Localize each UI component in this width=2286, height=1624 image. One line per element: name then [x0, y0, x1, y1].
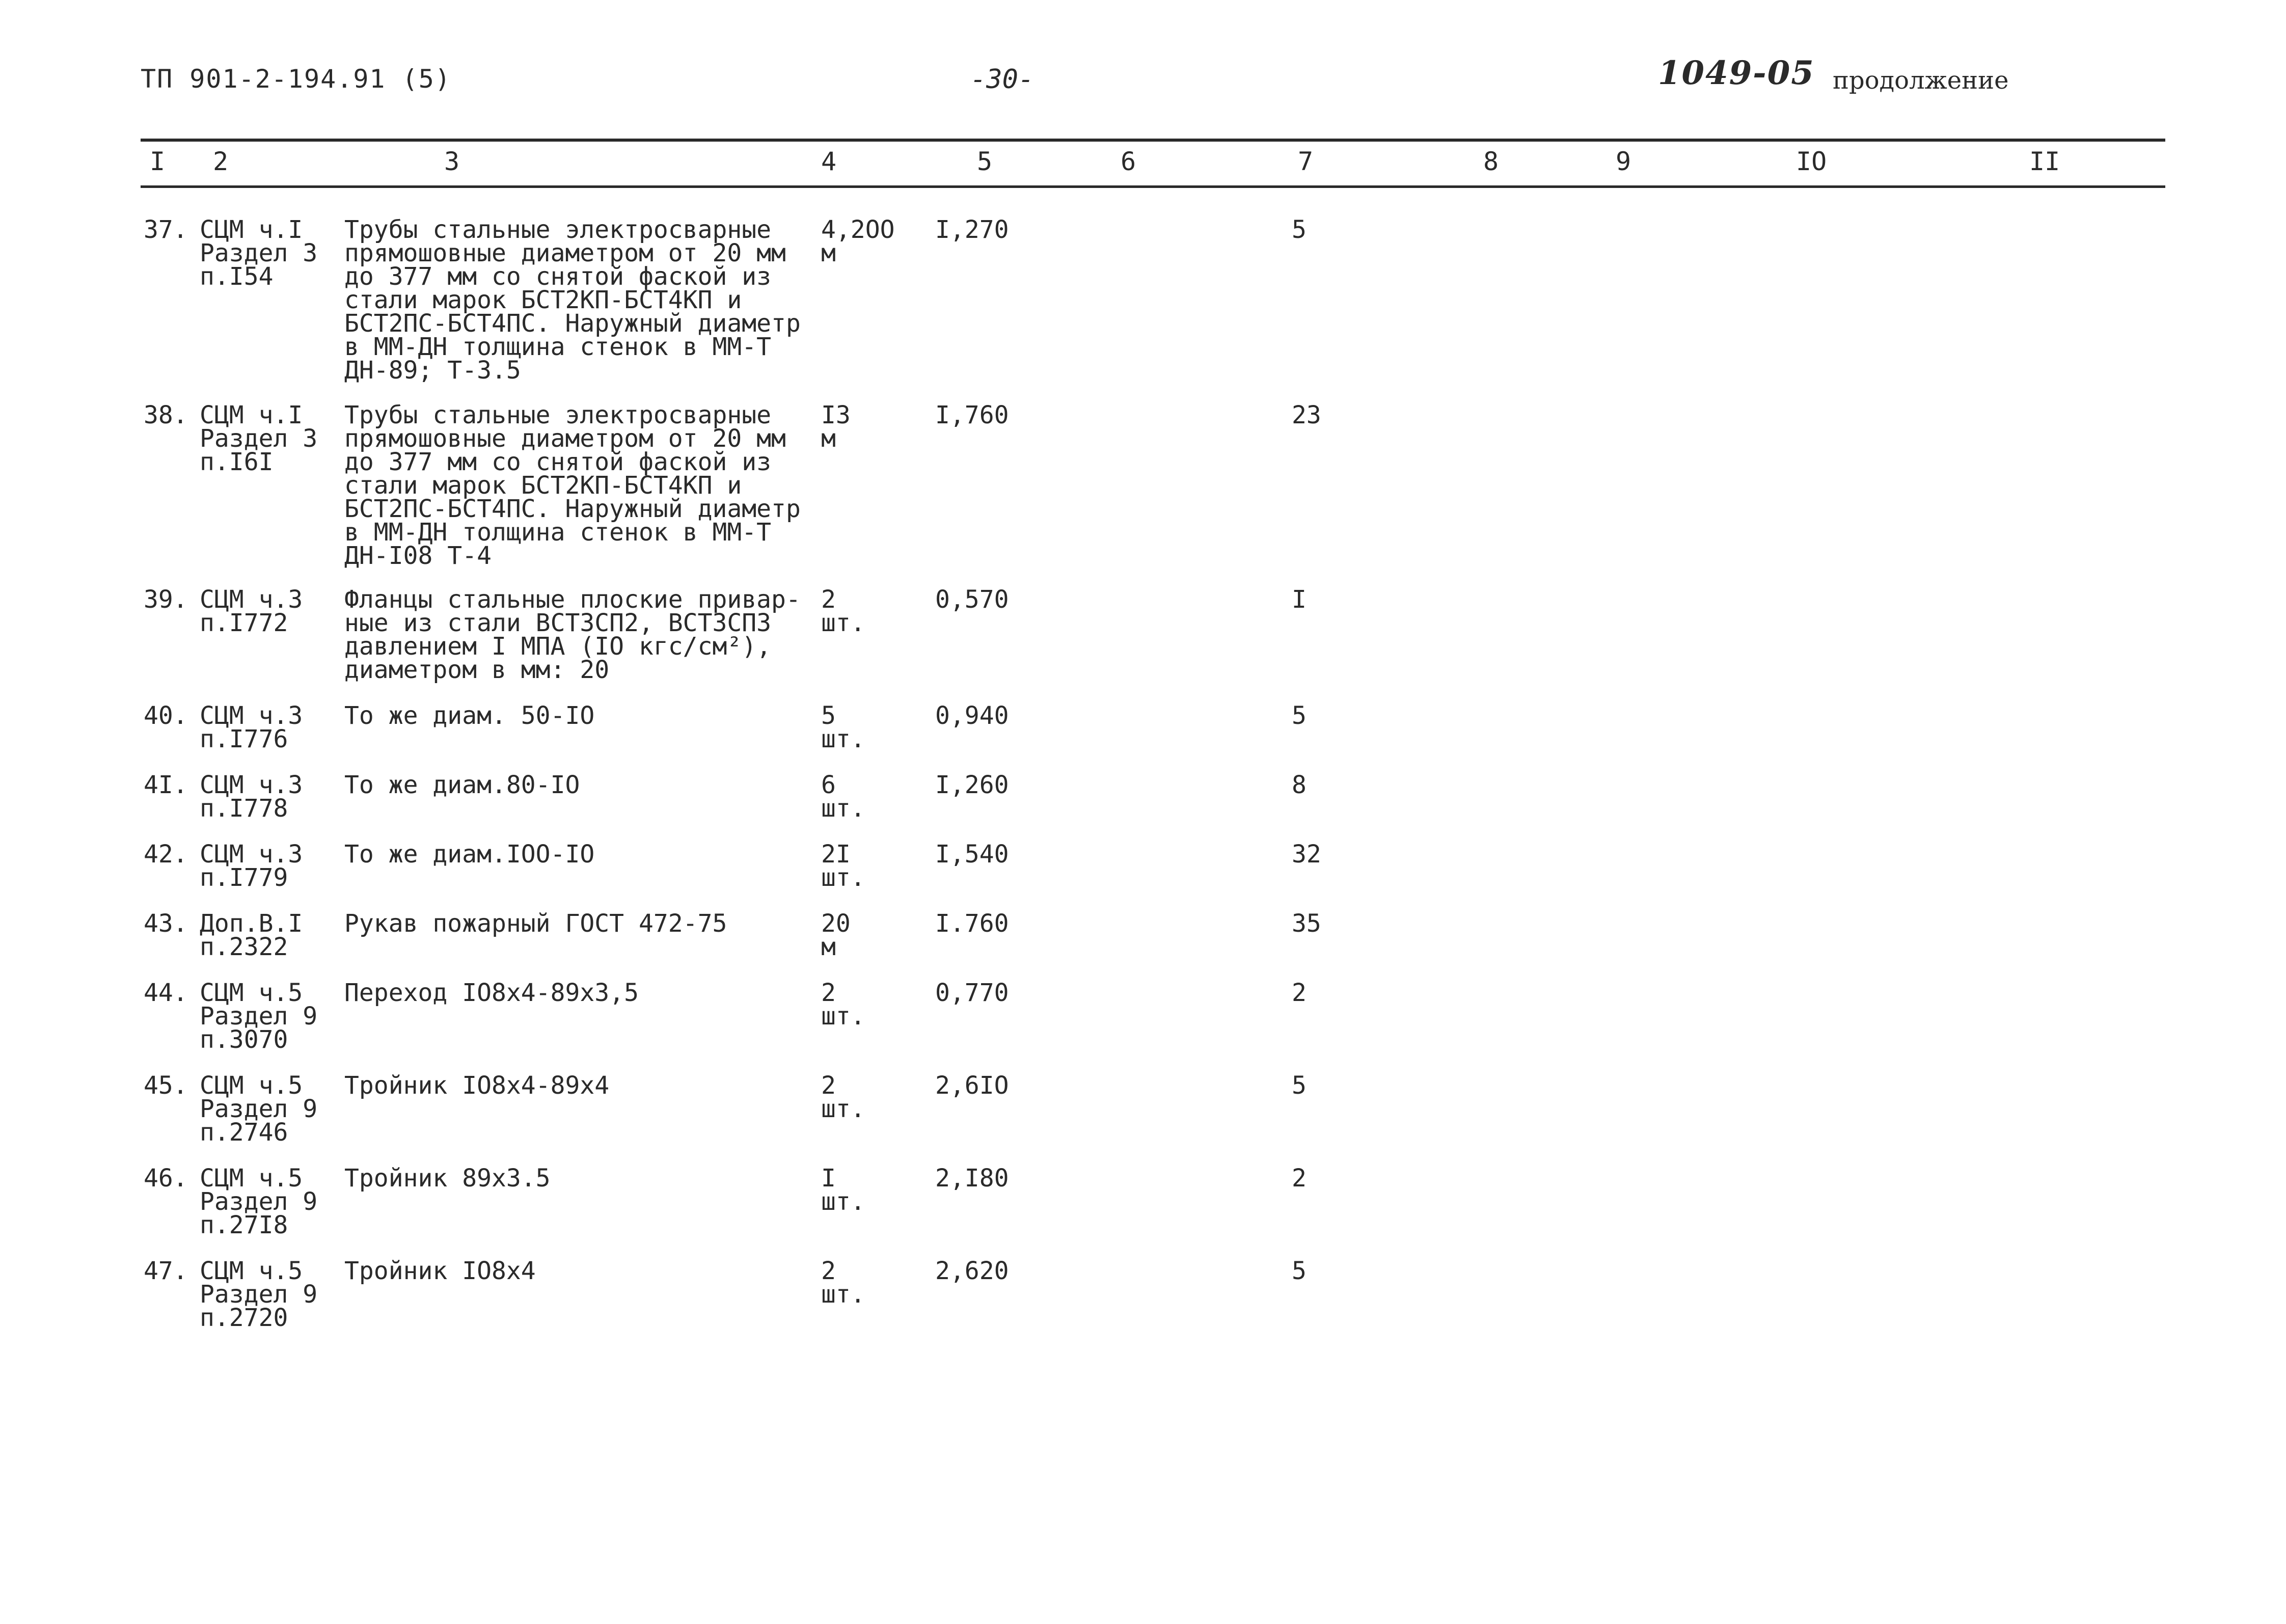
norm-reference: СЦМ ч.3 п.I778	[200, 771, 303, 823]
document-code: ТП 901-2-194.91 (5)	[141, 64, 451, 94]
norm-reference: СЦМ ч.I Раздел 3 п.I6I	[200, 401, 318, 476]
unit-mass: I,540	[935, 840, 1009, 869]
unit-mass: 2,I80	[935, 1164, 1009, 1193]
column-7-value: 2	[1292, 979, 1307, 1007]
column-7-value: 8	[1292, 771, 1307, 799]
row-number: 39.	[144, 585, 188, 614]
row-number: 44.	[144, 979, 188, 1007]
row-number: 38.	[144, 401, 188, 429]
norm-reference: Доп.В.I п.2322	[200, 909, 303, 961]
unit-mass: 0,940	[935, 701, 1009, 730]
unit-mass: I,760	[935, 401, 1009, 429]
column-7-value: 23	[1292, 401, 1321, 429]
norm-reference: СЦМ ч.I Раздел 3 п.I54	[200, 215, 318, 291]
norm-reference: СЦМ ч.3 п.I779	[200, 840, 303, 892]
norm-reference: СЦМ ч.5 Раздел 9 п.3070	[200, 979, 318, 1054]
column-header-9: 9	[1616, 147, 1631, 176]
registration-number: 1049-05	[1658, 54, 1815, 92]
quantity: 4,2OO м	[821, 215, 895, 267]
column-header-10: IO	[1796, 147, 1827, 176]
item-name: Фланцы стальные плоские привар- ные из стали ВСТ3СП2, ВСТ3СП3 давлением I МПА (IO кгс/см²), диаметром в мм: 20	[344, 585, 801, 684]
table-header-rule	[141, 185, 2165, 188]
row-number: 47.	[144, 1257, 188, 1285]
quantity: 20 м	[821, 909, 851, 961]
norm-reference: СЦМ ч.5 Раздел 9 п.27I8	[200, 1164, 318, 1239]
item-name: Тройник IO8x4	[344, 1257, 536, 1285]
norm-reference: СЦМ ч.3 п.I772	[200, 585, 303, 637]
row-number: 40.	[144, 701, 188, 730]
table-top-rule	[141, 139, 2165, 142]
column-7-value: 2	[1292, 1164, 1307, 1193]
quantity: 5 шт.	[821, 701, 865, 753]
quantity: 2 шт.	[821, 1257, 865, 1309]
row-number: 45.	[144, 1071, 188, 1100]
row-number: 43.	[144, 909, 188, 938]
item-name: Переход IO8x4-89x3,5	[344, 979, 639, 1007]
continuation-label: продолжение	[1833, 66, 2009, 95]
item-name: Тройник 89x3.5	[344, 1164, 551, 1193]
row-number: 42.	[144, 840, 188, 869]
column-7-value: 5	[1292, 1257, 1307, 1285]
unit-mass: 0,770	[935, 979, 1009, 1007]
column-header-3: 3	[444, 147, 460, 176]
column-7-value: 5	[1292, 215, 1307, 244]
quantity: 2 шт.	[821, 1071, 865, 1123]
norm-reference: СЦМ ч.5 Раздел 9 п.2746	[200, 1071, 318, 1147]
column-header-4: 4	[821, 147, 837, 176]
item-name: То же диам.IOO-IO	[344, 840, 595, 869]
item-name: То же диам.80-IO	[344, 771, 580, 799]
item-name: То же диам. 50-IO	[344, 701, 595, 730]
column-7-value: 5	[1292, 1071, 1307, 1100]
norm-reference: СЦМ ч.5 Раздел 9 п.2720	[200, 1257, 318, 1332]
quantity: 2 шт.	[821, 979, 865, 1031]
row-number: 4I.	[144, 771, 188, 799]
column-header-8: 8	[1483, 147, 1499, 176]
unit-mass: 0,570	[935, 585, 1009, 614]
column-header-2: 2	[213, 147, 229, 176]
quantity: 2I шт.	[821, 840, 865, 892]
column-header-6: 6	[1121, 147, 1136, 176]
column-7-value: I	[1292, 585, 1307, 614]
row-number: 37.	[144, 215, 188, 244]
item-name: Тройник IO8x4-89x4	[344, 1071, 610, 1100]
item-name: Рукав пожарный ГОСТ 472-75	[344, 909, 727, 938]
norm-reference: СЦМ ч.3 п.I776	[200, 701, 303, 753]
column-header-7: 7	[1298, 147, 1314, 176]
unit-mass: I,270	[935, 215, 1009, 244]
item-name: Трубы стальные электросварные прямошовные диаметром от 20 мм до 377 мм со снятой фаской из стали марок БСТ2КП-БСТ4КП и БСТ2ПС-БСТ4ПС. Наружный диаметр в ММ-ДН толщина стенок в ММ-Т ДН-I08 Т-4	[344, 401, 801, 570]
unit-mass: 2,620	[935, 1257, 1009, 1285]
quantity: I3 м	[821, 401, 851, 453]
quantity: 6 шт.	[821, 771, 865, 823]
quantity: I шт.	[821, 1164, 865, 1216]
unit-mass: I,260	[935, 771, 1009, 799]
row-number: 46.	[144, 1164, 188, 1193]
unit-mass: I.760	[935, 909, 1009, 938]
column-7-value: 5	[1292, 701, 1307, 730]
column-7-value: 32	[1292, 840, 1321, 869]
column-header-5: 5	[977, 147, 993, 176]
column-7-value: 35	[1292, 909, 1321, 938]
column-header-1: I	[150, 147, 166, 176]
column-header-11: II	[2029, 147, 2060, 176]
item-name: Трубы стальные электросварные прямошовные диаметром от 20 мм до 377 мм со снятой фаской из стали марок БСТ2КП-БСТ4КП и БСТ2ПС-БСТ4ПС. Наружный диаметр в ММ-ДН толщина стенок в ММ-Т ДН-89; Т-3.5	[344, 215, 801, 385]
unit-mass: 2,6IO	[935, 1071, 1009, 1100]
quantity: 2 шт.	[821, 585, 865, 637]
page-number: -30-	[970, 64, 1035, 95]
